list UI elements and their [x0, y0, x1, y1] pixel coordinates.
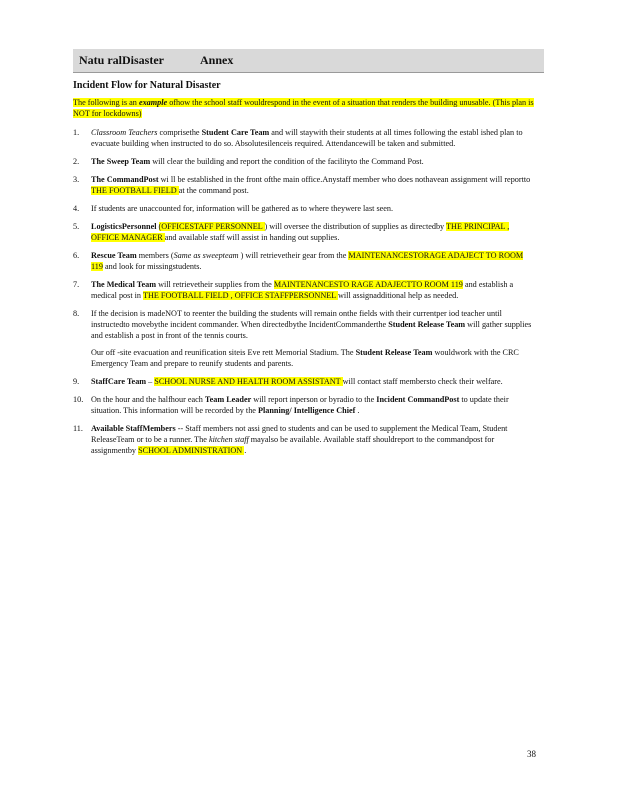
- list-item: 10. On the hour and the halfhour each Team Leader will report inperson or byradio to the Incident CommandPost to update their situation. This information will be recorded by the Planning/ Intelligence Chief .: [73, 395, 509, 415]
- sub-paragraph: Our off -site evacuation and reunification siteis Eve rett Memorial Stadium. The Student Release Team wouldwork with the CRC Emergency Team and prepare to reunify students and parents.: [91, 348, 519, 368]
- list-item: 3. The CommandPost wi ll be established in the front ofthe main office.Anystaff member who does nothavean assignment will reportto THE FOOTBALL FIELD at the command post.: [73, 175, 531, 195]
- list-item: 7. The Medical Team will retrievetheir supplies from the MAINTENANCESTO RAGE ADAJECTTO ROOM 119 and establish a medical post in THE FOOTBALL FIELD , OFFICE STAFFPERSONNEL will assignadditional help as needed.: [73, 280, 514, 300]
- section-header-bar: [73, 49, 544, 73]
- incident-steps-list: [73, 127, 535, 463]
- list-item: 8. If the decision is madeNOT to reenter the building the students will remain onthe fields with their currentper iod teacher until instructedto movebythe incident commander. When directedbythe IncidentCommanderthe Student Release Team will gather supplies and establish a post in front of the tennis courts. Our off -site evacuation and reunification siteis Eve rett Memorial Stadium. The Student Release Team wouldwork with the CRC Emergency Team and prepare to reunify students and parents.: [73, 308, 535, 369]
- annex-label: Annex: [200, 53, 234, 67]
- section-title: Natu ralDisaster: [79, 53, 164, 67]
- list-item: 4. If students are unaccounted for, information will be gathered as to where theywere last seen.: [73, 204, 394, 213]
- list-item: 5. LogisticsPersonnel (OFFICESTAFF PERSONNEL ) will oversee the distribution of supplies as directedby THE PRINCIPAL , OFFICE MANAGER and available staff will assist in handing out supplies.: [73, 222, 510, 242]
- list-item: 9. StaffCare Team – SCHOOL NURSE AND HEALTH ROOM ASSISTANT will contact staff membersto check their welfare.: [73, 377, 503, 386]
- list-item: 11. Available StaffMembers -- Staff members not assi gned to students and can be used to supplement the Medical Team, Student ReleaseTeam or to be a runner. The kitchen staff mayalso be available. Available staff shouldreport to the commandpost for assignmentby SCHOOL ADMINISTRATION .: [73, 424, 508, 455]
- intro-paragraph: The following is an example ofhow the school staff wouldrespond in the event of a situation that renders the building unusable. (This plan is NOT for lockdowns): [73, 98, 534, 118]
- page-number: 38: [527, 749, 536, 759]
- list-item: 2. The Sweep Team will clear the building and report the condition of the facilityto the Command Post.: [73, 157, 424, 166]
- subheading: Incident Flow for Natural Disaster: [73, 80, 221, 91]
- list-item: 6. Rescue Team members (Same as sweepteam ) will retrievetheir gear from the MAINTENANCESTORAGE ADAJECT TO ROOM 119 and look for missingstudents.: [73, 251, 524, 271]
- intro-emphasis: example: [138, 98, 168, 107]
- list-item: 1. Classroom Teachers comprisethe Student Care Team and will staywith their students at all times following the establ ished plan to evacuate building when instructed to do so. Absolutesilenceis required. Attendancewill be taken and submitted.: [73, 128, 523, 148]
